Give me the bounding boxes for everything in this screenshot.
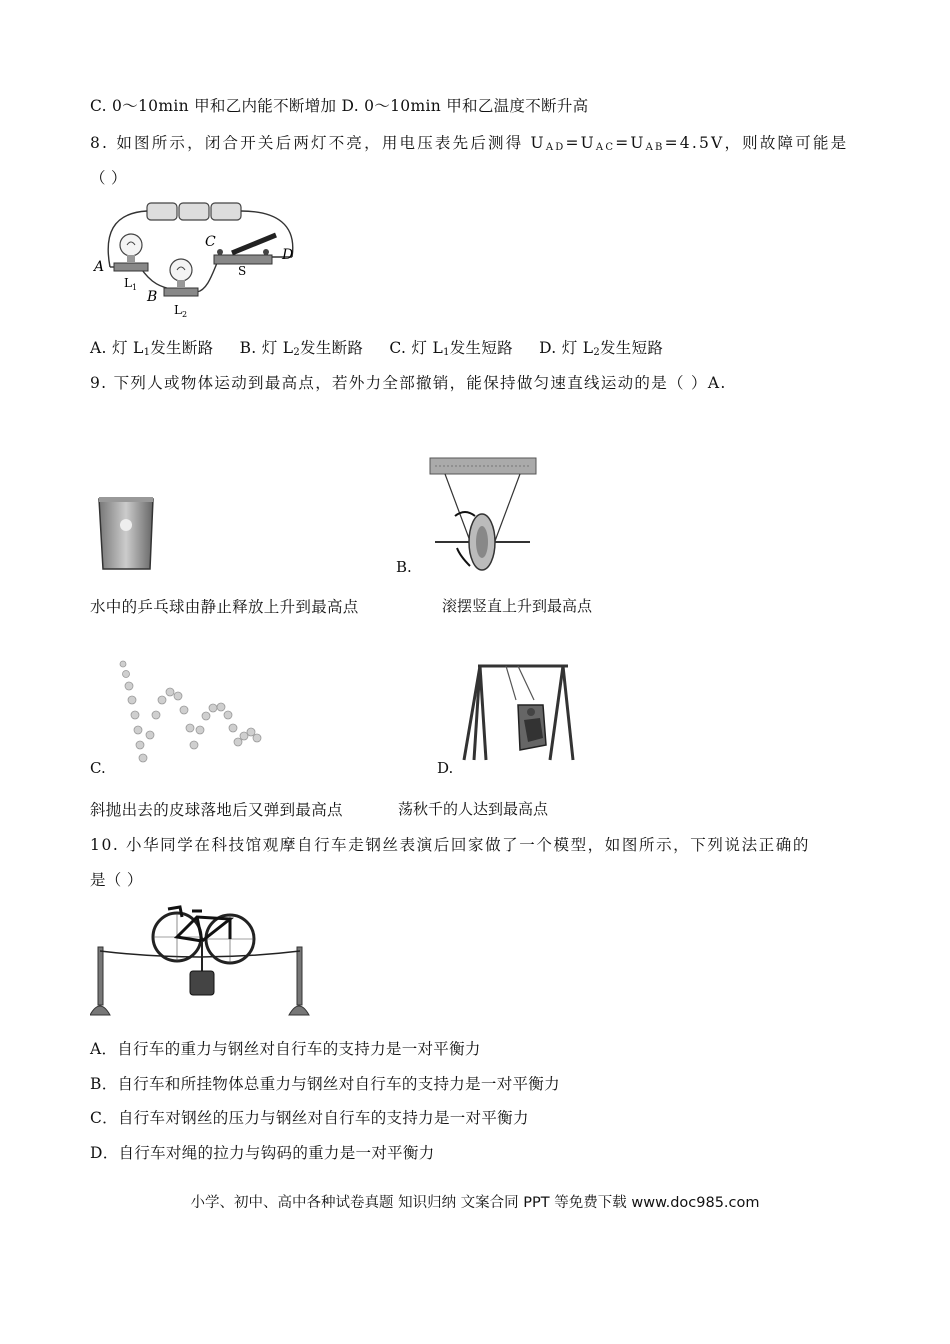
battery-pack bbox=[147, 203, 241, 220]
q10-option-b: B．自行车和所挂物体总重力与钢丝对自行车的支持力是一对平衡力 bbox=[90, 1075, 560, 1093]
bicycle-wire-figure bbox=[90, 897, 340, 1017]
q9-caption-b: 滚摆竖直上升到最高点 bbox=[442, 597, 593, 615]
switch-s bbox=[214, 235, 292, 264]
circuit-figure bbox=[92, 195, 307, 320]
label-l2: $L_2$ bbox=[174, 303, 188, 319]
maxwell-wheel-figure bbox=[425, 456, 540, 574]
q9-stem: 9. 下列人或物体运动到最高点，若外力全部撤销，能保持做匀速直线运动的是（ ）A. bbox=[90, 374, 727, 392]
label-s: S bbox=[238, 264, 247, 278]
lamp-l2-base bbox=[164, 288, 198, 296]
q9-label-d: D. bbox=[437, 759, 454, 777]
label-a: A bbox=[94, 259, 105, 275]
q10-stem-1: 10. 小华同学在科技馆观摩自行车走钢丝表演后回家做了一个模型，如图所示，下列说法正确的 bbox=[90, 836, 810, 854]
q10-option-d: D．自行车对绳的拉力与钩码的重力是一对平衡力 bbox=[90, 1144, 435, 1162]
swing-figure bbox=[458, 660, 578, 765]
footer-watermark: 小学、初中、高中各种试卷真题 知识归纳 文案合同 PPT 等免费下载 www.doc985.com bbox=[190, 1195, 760, 1211]
label-b: B bbox=[147, 289, 158, 305]
lamp-l1-base bbox=[114, 263, 148, 271]
q9-label-c: C. bbox=[90, 759, 106, 777]
q10-option-a: A．自行车的重力与钢丝对自行车的支持力是一对平衡力 bbox=[90, 1040, 481, 1058]
q8-answer-paren: （ ） bbox=[90, 169, 127, 187]
q7-options-cd: C. 0～10min 甲和乙内能不断增加 D. 0～10min 甲和乙温度不断升高 bbox=[90, 97, 589, 115]
q8-options: A. 灯 $L_1$发生断路 B. 灯 $L_2$发生断路 C. 灯 $L_1$发生短路 D. 灯 $L_2$发生短路 bbox=[90, 339, 664, 358]
label-l1: $L_1$ bbox=[124, 276, 138, 292]
beaker-figure bbox=[95, 495, 157, 573]
label-c: C bbox=[205, 234, 216, 250]
hanging-weight bbox=[190, 971, 214, 995]
lamp-l1-bulb bbox=[120, 234, 142, 263]
q8-stem: 8. 如图所示，闭合开关后两灯不亮，用电压表先后测得 $U_{AD}=U_{AC}=U_{AB}=4.5V$，则故障可能是 bbox=[90, 134, 849, 153]
q9-label-b: B. bbox=[396, 558, 412, 576]
label-d: D bbox=[282, 247, 294, 263]
bouncing-ball-figure bbox=[118, 660, 263, 770]
q9-caption-c: 斜抛出去的皮球落地后又弹到最高点 bbox=[90, 801, 343, 819]
q9-caption-d: 荡秋千的人达到最高点 bbox=[398, 800, 549, 818]
lamp-l2-bulb bbox=[170, 259, 192, 288]
q10-option-c: C．自行车对钢丝的压力与钢丝对自行车的支持力是一对平衡力 bbox=[90, 1109, 529, 1127]
q9-caption-a: 水中的乒乓球由静止释放上升到最高点 bbox=[90, 598, 359, 616]
q10-stem-2: 是（ ） bbox=[90, 871, 143, 889]
